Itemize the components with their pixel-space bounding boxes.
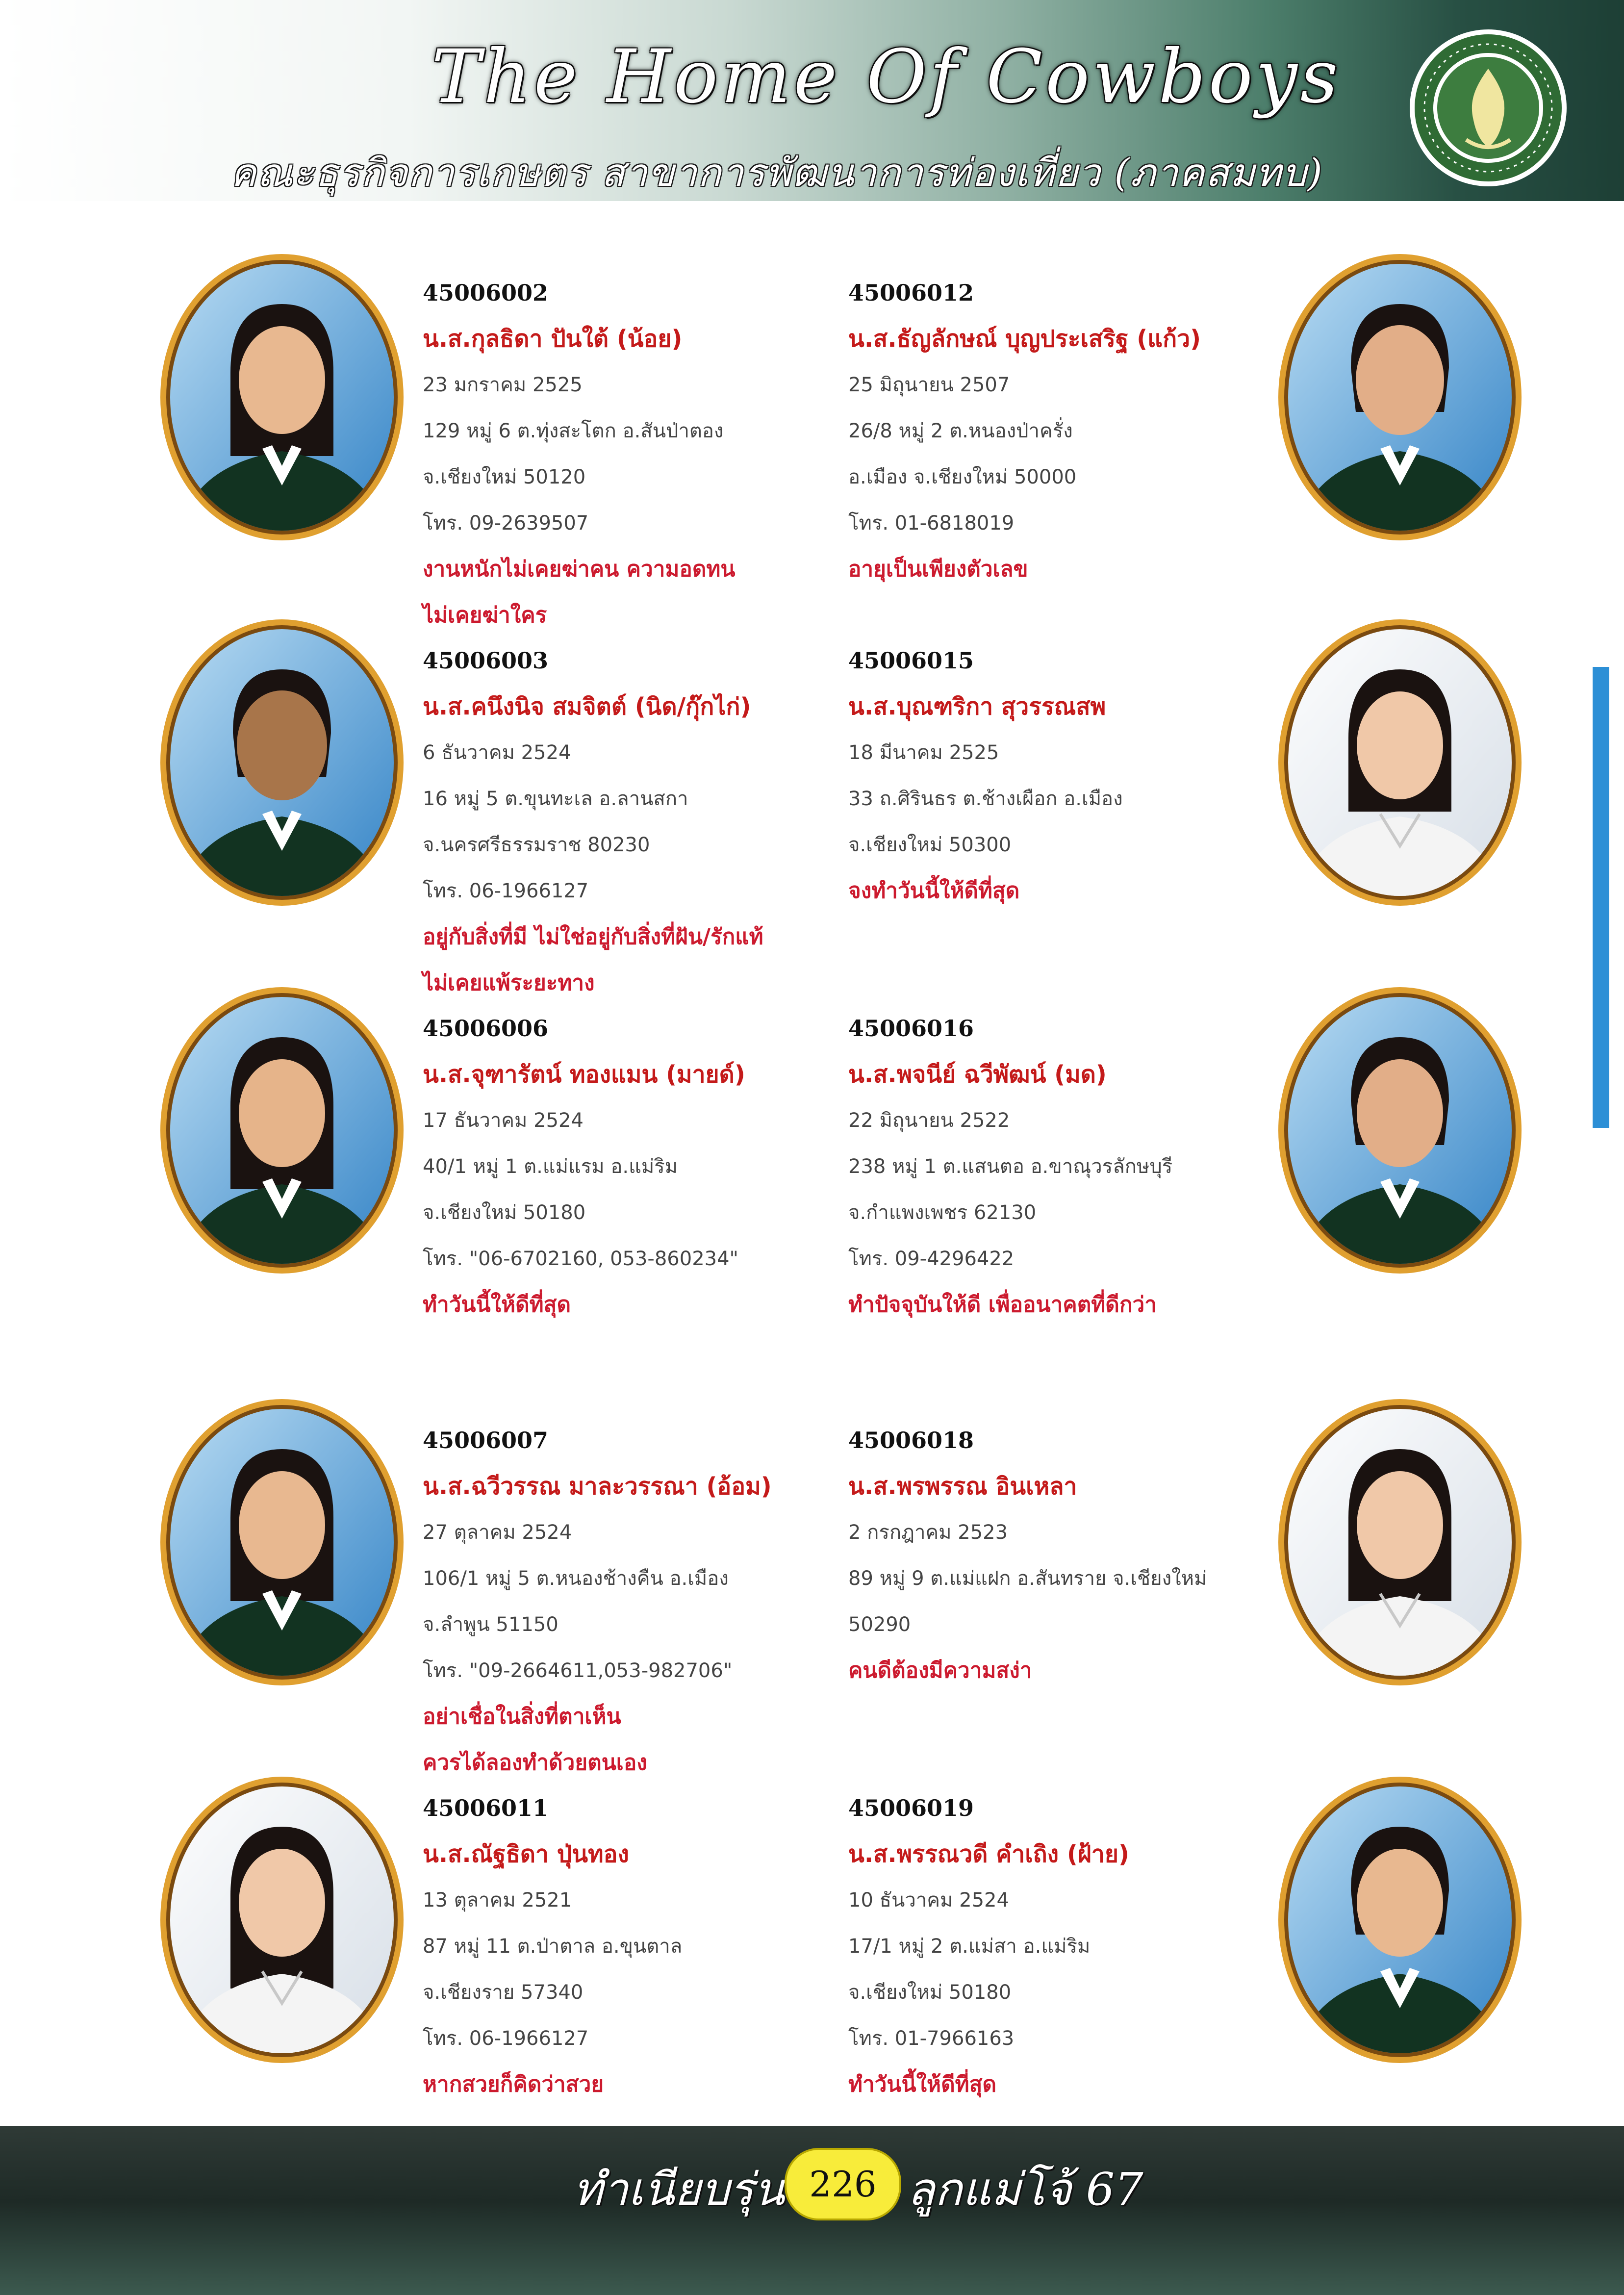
student-entry — [423, 1785, 844, 2108]
student-id: 45006016 — [848, 1015, 974, 1042]
student-entry — [848, 638, 1270, 914]
student-entry — [848, 1005, 1270, 1328]
birth-date: 10 ธันวาคม 2524 — [848, 1889, 1009, 1912]
student-entry — [423, 1005, 844, 1328]
portrait-photo — [1275, 615, 1525, 910]
address-line: 40/1 หมู่ 1 ต.แม่แรม อ.แม่ริม — [423, 1155, 678, 1178]
address-line: จ.เชียงใหม่ 50180 — [848, 1981, 1012, 2004]
student-name: น.ส.ฉวีวรรณ มาละวรรณา (อ้อม) — [423, 1473, 772, 1500]
student-id: 45006018 — [848, 1427, 974, 1454]
student-name: น.ส.จุฑารัตน์ ทองแมน (มายด์) — [423, 1061, 745, 1088]
birth-date: 18 มีนาคม 2525 — [848, 741, 999, 764]
portrait-photo — [157, 1773, 407, 2067]
portrait-photo — [1275, 250, 1525, 544]
address-line: จ.เชียงใหม่ 50180 — [423, 1201, 586, 1224]
motto: อย่าเชื่อในสิ่งที่ตาเห็น — [423, 1704, 621, 1729]
student-id: 45006003 — [423, 647, 549, 674]
birth-date: 23 มกราคม 2525 — [423, 374, 583, 396]
portrait-photo — [157, 250, 407, 544]
student-entry — [848, 1785, 1270, 2108]
motto: จงทำวันนี้ให้ดีที่สุด — [848, 878, 1020, 903]
student-name: น.ส.พรรณวดี คำเถิง (ฝ้าย) — [848, 1840, 1129, 1868]
address-line: 16 หมู่ 5 ต.ขุนทะเล อ.ลานสกา — [423, 788, 688, 810]
footer-class-label: ลูกแม่โจ้ 67 — [907, 2163, 1143, 2216]
student-id: 45006007 — [423, 1427, 549, 1454]
student-name: น.ส.พรพรรณ อินเหลา — [848, 1473, 1077, 1500]
portrait-photo — [157, 615, 407, 910]
page-number: 226 — [785, 2148, 901, 2220]
student-entry — [423, 1417, 844, 1786]
phone: โทร. 09-4296422 — [848, 1248, 1015, 1270]
student-id: 45006011 — [423, 1795, 549, 1821]
birth-date: 17 ธันวาคม 2524 — [423, 1109, 584, 1132]
student-id: 45006002 — [423, 280, 549, 306]
motto: ทำปัจจุบันให้ดี เพื่ออนาคตที่ดีกว่า — [848, 1292, 1157, 1317]
student-id: 45006019 — [848, 1795, 974, 1821]
university-seal-icon — [1407, 27, 1569, 189]
address-line: จ.นครศรีธรรมราช 80230 — [423, 834, 650, 856]
motto: อยู่กับสิ่งที่มี ไม่ใช่อยู่กับสิ่งที่ฝัน/รักแท้ — [423, 924, 763, 949]
motto: งานหนักไม่เคยฆ่าคน ความอดทน — [423, 557, 736, 582]
student-name: น.ส.ณัฐธิดา ปุ่นทอง — [423, 1840, 629, 1868]
phone: โทร. 06-1966127 — [423, 880, 589, 902]
portrait-photo — [1275, 983, 1525, 1277]
student-entry — [848, 270, 1270, 592]
phone: โทร. "06-6702160, 053-860234" — [423, 1248, 738, 1270]
address-line: จ.กำแพงเพชร 62130 — [848, 1201, 1037, 1224]
footer-yearbook-label: ทำเนียบรุ่น — [573, 2163, 785, 2216]
portrait-photo — [1275, 1773, 1525, 2067]
phone: โทร. 06-1966127 — [423, 2027, 589, 2050]
student-id: 45006015 — [848, 647, 974, 674]
birth-date: 2 กรกฎาคม 2523 — [848, 1521, 1008, 1544]
student-id: 45006006 — [423, 1015, 549, 1042]
address-line: 129 หมู่ 6 ต.ทุ่งสะโตก อ.สันป่าตอง — [423, 420, 724, 442]
page-header — [0, 0, 1624, 201]
student-name: น.ส.บุณฑริกา สุวรรณสพ — [848, 693, 1106, 720]
motto: ทำวันนี้ให้ดีที่สุด — [423, 1292, 571, 1317]
phone: โทร. "09-2664611,053-982706" — [423, 1659, 733, 1682]
student-entry — [423, 270, 844, 638]
side-tab-stripe — [1593, 667, 1609, 1128]
student-entry — [848, 1417, 1270, 1694]
motto: ควรได้ลองทำด้วยตนเอง — [423, 1750, 647, 1775]
student-name: น.ส.ธัญลักษณ์ บุญประเสริฐ (แก้ว) — [848, 325, 1201, 353]
address-line: 87 หมู่ 11 ต.ป่าตาล อ.ขุนตาล — [423, 1935, 683, 1958]
birth-date: 13 ตุลาคม 2521 — [423, 1889, 572, 1912]
address-line: 26/8 หมู่ 2 ต.หนองป่าครั่ง — [848, 420, 1073, 442]
portrait-photo — [157, 983, 407, 1277]
phone: โทร. 01-6818019 — [848, 512, 1015, 535]
birth-date: 6 ธันวาคม 2524 — [423, 741, 571, 764]
motto: ไม่เคยแพ้ระยะทาง — [423, 970, 595, 995]
address-line: 89 หมู่ 9 ต.แม่แฝก อ.สันทราย จ.เชียงใหม่ — [848, 1567, 1207, 1590]
page-footer — [0, 2126, 1624, 2295]
student-name: น.ส.กุลธิดา ปันใต้ (น้อย) — [423, 325, 683, 353]
phone: โทร. 09-2639507 — [423, 512, 589, 535]
address-line: จ.เชียงใหม่ 50120 — [423, 466, 586, 488]
birth-date: 25 มิถุนายน 2507 — [848, 374, 1010, 396]
student-entry — [423, 638, 844, 1006]
birth-date: 27 ตุลาคม 2524 — [423, 1521, 572, 1544]
portrait-photo — [1275, 1395, 1525, 1689]
header-subtitle: คณะธุรกิจการเกษตร สาขาการพัฒนาการท่องเที่ยว (ภาคสมทบ) — [230, 151, 1323, 195]
student-name: น.ส.คนึงนิจ สมจิตต์ (นิด/กุ๊กไก่) — [423, 693, 751, 720]
portrait-photo — [157, 1395, 407, 1689]
motto: ทำวันนี้ให้ดีที่สุด — [848, 2072, 997, 2097]
address-line: 33 ถ.ศิรินธร ต.ช้างเผือก อ.เมือง — [848, 788, 1123, 810]
address-line: จ.ลำพูน 51150 — [423, 1613, 558, 1636]
address-line: จ.เชียงใหม่ 50300 — [848, 834, 1012, 856]
motto: ไม่เคยฆ่าใคร — [423, 603, 547, 628]
address-line: 238 หมู่ 1 ต.แสนตอ อ.ขาณุวรลักษบุรี — [848, 1155, 1173, 1178]
address-line: อ.เมือง จ.เชียงใหม่ 50000 — [848, 466, 1077, 488]
address-line: จ.เชียงราย 57340 — [423, 1981, 584, 2004]
address-line: 50290 — [848, 1613, 911, 1636]
phone: โทร. 01-7966163 — [848, 2027, 1015, 2050]
birth-date: 22 มิถุนายน 2522 — [848, 1109, 1010, 1132]
student-id: 45006012 — [848, 280, 974, 306]
address-line: 17/1 หมู่ 2 ต.แม่สา อ.แม่ริม — [848, 1935, 1091, 1958]
motto: หากสวยก็คิดว่าสวย — [423, 2072, 604, 2097]
header-title: The Home Of Cowboys — [431, 34, 1341, 120]
motto: คนดีต้องมีความสง่า — [848, 1658, 1032, 1683]
motto: อายุเป็นเพียงตัวเลข — [848, 557, 1028, 582]
student-name: น.ส.พจนีย์ ฉวีพัฒน์ (มด) — [848, 1061, 1107, 1088]
address-line: 106/1 หมู่ 5 ต.หนองช้างคืน อ.เมือง — [423, 1567, 729, 1590]
